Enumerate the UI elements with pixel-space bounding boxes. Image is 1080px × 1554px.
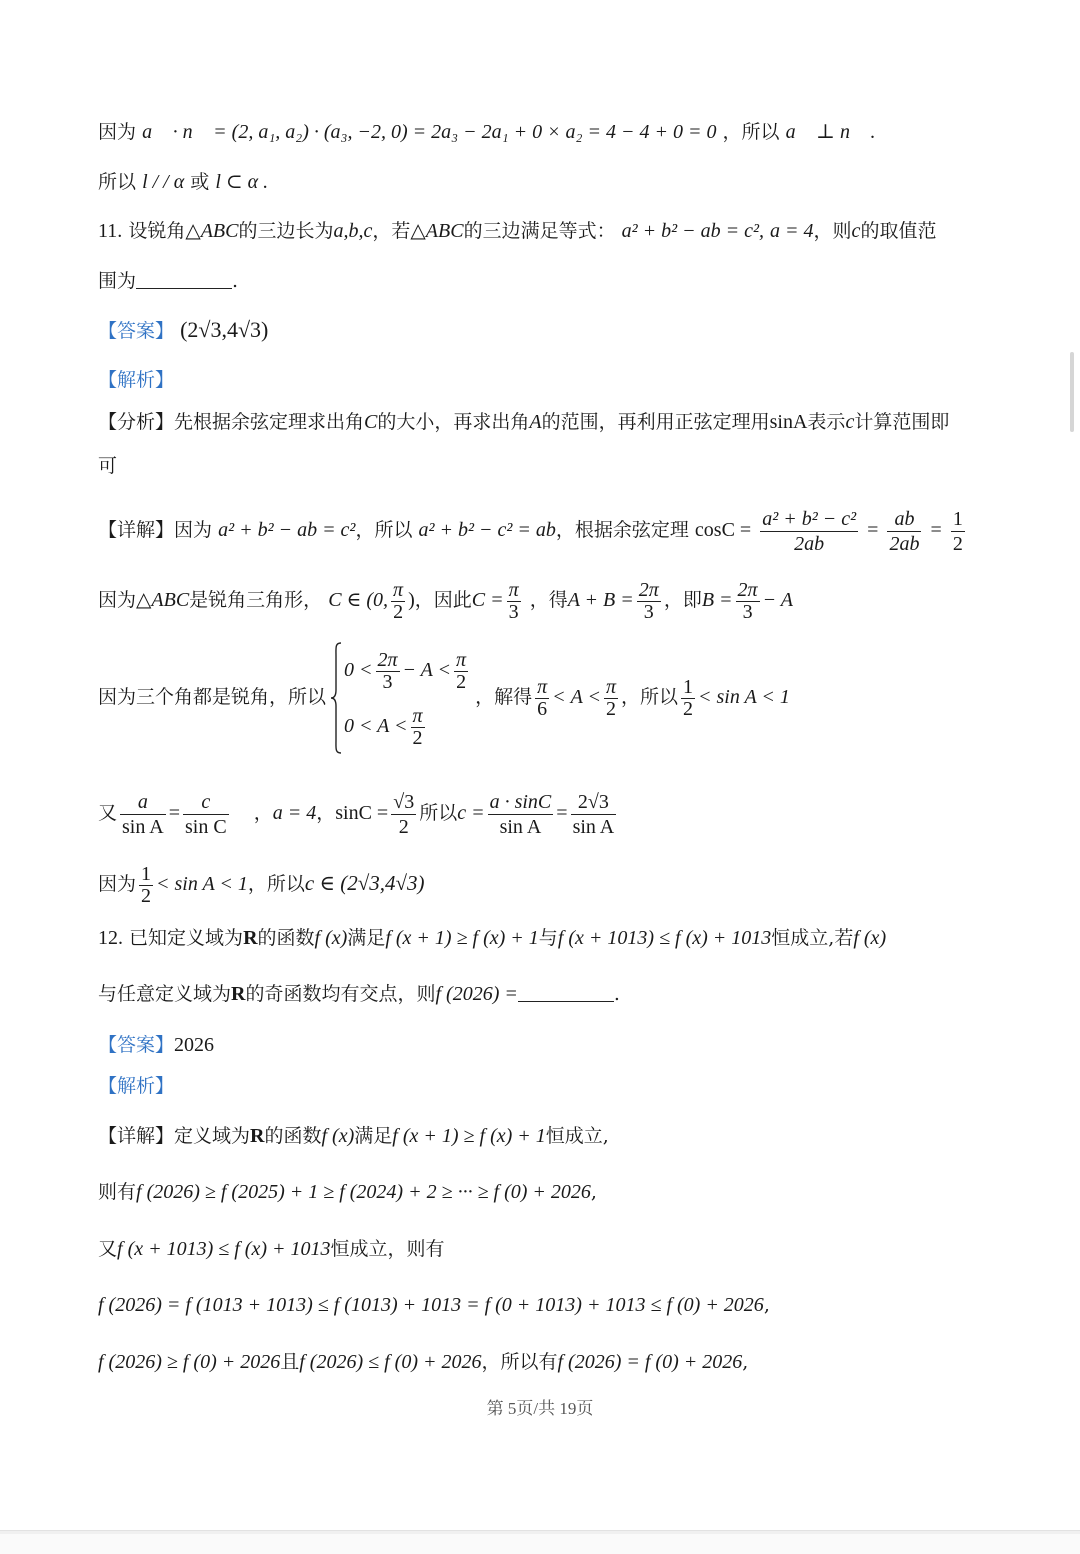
fenxi-line-2: [98, 452, 117, 480]
text: 的奇函数均有交点，则: [245, 983, 436, 1005]
formula: a = 4: [770, 220, 814, 242]
numerator: a² + b² − c²: [762, 507, 857, 530]
fraction: [120, 790, 166, 839]
text: 的范围，再利用正弦定理用: [541, 411, 770, 433]
text: ，所以有: [481, 1351, 558, 1373]
text: 所以: [98, 171, 137, 193]
denominator: 3: [382, 670, 393, 693]
text: ，所以: [247, 873, 305, 895]
formula: C =: [471, 589, 504, 611]
denominator: sin C: [184, 815, 227, 838]
denominator: 2: [398, 815, 409, 838]
formula: R: [243, 927, 258, 949]
text: 因为: [98, 121, 137, 143]
denominator: 2: [141, 884, 152, 907]
text: 围为: [98, 270, 137, 292]
answer-value: (2√3,4√3): [180, 317, 269, 342]
text: ，若: [372, 220, 411, 242]
formula: a⃗ · n⃗ = (2, a₁, a₂) · (a₃, −2, 0) = 2a₃ − 2a₁ + 0 × a₂ = 4 − 4 + 0 = 0: [142, 121, 717, 143]
formula: f (x + 1013) ≤ f (x) + 1013: [117, 1238, 331, 1260]
answer-value: 2026: [174, 1034, 215, 1056]
formula: f (x + 1013) ≤ f (x) + 1013: [557, 927, 772, 949]
formula: c: [845, 411, 855, 433]
formula: C: [364, 411, 378, 433]
formula: − A <: [402, 659, 452, 681]
text: ，解得: [475, 686, 533, 708]
denominator: sin A: [499, 815, 542, 838]
fraction: [391, 580, 405, 623]
analysis-tag: 【解析】: [98, 1075, 175, 1097]
denominator: 2: [412, 726, 423, 749]
text: 或: [190, 171, 210, 193]
answer-12: [98, 1031, 214, 1059]
formula: a,b,c: [333, 220, 373, 242]
fraction: [681, 677, 695, 720]
text: ，根据余弦定理: [555, 519, 689, 541]
fraction: [183, 790, 229, 839]
fraction: [454, 650, 468, 693]
text: 因为: [98, 589, 137, 611]
system-row-1: [344, 642, 471, 698]
text: 的函数: [257, 927, 315, 949]
formula: ): [408, 589, 415, 611]
formula: B =: [701, 589, 733, 611]
text: 又: [98, 1238, 118, 1260]
text: 满足: [347, 927, 386, 949]
text: ,: [590, 1181, 597, 1203]
numerator: π: [537, 675, 548, 698]
fraction: [760, 507, 858, 556]
scrollbar-thumb[interactable]: [1070, 352, 1074, 432]
answer-11: [98, 316, 268, 345]
formula: < sin A < 1: [156, 873, 248, 895]
text: 的三边满足等式：: [463, 220, 616, 242]
fraction: [376, 650, 400, 693]
formula: R: [231, 983, 246, 1005]
text: 因为: [174, 519, 213, 541]
text: ，即: [663, 589, 702, 611]
formula: 0 < A <: [344, 715, 408, 737]
text: 所以: [419, 802, 458, 824]
formula: a⃗ ⊥ n⃗ .: [785, 121, 876, 143]
formula: △ABC: [185, 220, 239, 242]
text: ,: [763, 1294, 770, 1316]
text: 已知定义域为: [129, 927, 244, 949]
numerator: π: [412, 704, 423, 727]
denominator: sin A: [122, 815, 164, 838]
text: 与任意定义域为: [98, 983, 232, 1005]
answer-tag: 【答案】: [98, 1034, 175, 1056]
fraction: [951, 507, 965, 556]
formula: < A <: [552, 686, 601, 708]
detail-11-line-3: [98, 640, 790, 754]
text: ，所以: [722, 121, 780, 143]
denominator: 3: [742, 600, 753, 623]
formula: < sin A < 1: [698, 686, 790, 708]
formula: =: [867, 519, 879, 541]
formula: f (x): [853, 927, 887, 949]
fraction: [637, 580, 661, 623]
numerator: 2π: [377, 648, 398, 671]
text: 又: [98, 802, 118, 824]
numerator: π: [456, 648, 467, 671]
formula: c: [851, 220, 861, 242]
text: 是锐角三角形，: [189, 589, 323, 611]
text-line-conclusion: [98, 168, 268, 196]
fenxi-tag: 【分析】: [98, 411, 175, 433]
formula: A: [529, 411, 542, 433]
detail-11-line-5: [98, 856, 425, 910]
fraction: [488, 790, 554, 839]
text: 的三边长为: [238, 220, 334, 242]
numerator: π: [605, 675, 617, 698]
text: .: [232, 270, 239, 292]
formula: f (2026) ≥ f (2025) + 1 ≥ f (2024) + 2 ≥ ··· ≥ f (0) + 2026: [136, 1181, 591, 1203]
text: 的取值范: [860, 220, 937, 242]
numerator: c: [183, 790, 229, 815]
text: ，因此: [414, 589, 472, 611]
formula: R: [250, 1125, 265, 1147]
text: ，: [253, 802, 273, 824]
text: ，所以: [355, 519, 413, 541]
formula: f (2026) ≥ f (0) + 2026: [98, 1351, 281, 1373]
analysis-tag: 【解析】: [98, 369, 175, 391]
question-11-line-1: [98, 217, 936, 245]
text: 则有: [98, 1181, 137, 1203]
text: 满足: [354, 1125, 393, 1147]
formula: l / / α: [142, 171, 185, 193]
denominator: 2: [606, 697, 616, 720]
numerator: 1: [683, 675, 694, 698]
text: ，得: [529, 589, 568, 611]
numerator: 2√3: [571, 790, 617, 815]
formula: a = 4: [272, 802, 317, 824]
numerator: π: [508, 578, 519, 601]
fraction: [507, 580, 521, 623]
detail-11-line-4: [98, 784, 619, 842]
text: 的函数: [264, 1125, 322, 1147]
fraction: [391, 790, 416, 839]
text: 定义域为: [174, 1125, 251, 1147]
text: 恒成立,若: [771, 927, 854, 949]
formula: f (2026) = f (1013 + 1013) ≤ f (1013) + 1013 = f (0 + 1013) + 1013 ≤ f (0) + 2026: [98, 1294, 764, 1316]
text: 恒成立，则有: [330, 1238, 445, 1260]
text: 且: [280, 1351, 300, 1373]
text: ，则: [813, 220, 852, 242]
formula: C ∈ (0,: [328, 589, 389, 611]
detail-11-line-1: [98, 502, 968, 558]
fenxi-line-1: [98, 408, 949, 436]
formula: f (2026) ≤ f (0) + 2026: [299, 1351, 482, 1373]
formula: a² + b² − ab = c²,: [621, 220, 764, 242]
system-row-2: [344, 698, 471, 754]
denominator: 2ab: [889, 532, 920, 555]
numerator: 1: [141, 862, 152, 885]
question-number: 12.: [98, 927, 123, 949]
formula: c =: [457, 802, 485, 824]
formula: f (2026) = f (0) + 2026: [557, 1351, 743, 1373]
formula: c ∈ (2√3,4√3): [304, 871, 425, 895]
fraction: [887, 507, 921, 556]
fraction: [411, 706, 425, 749]
detail-tag: 【详解】: [98, 1125, 175, 1147]
formula: a² + b² − ab = c²: [218, 519, 356, 541]
numerator: π: [393, 578, 404, 601]
text: 计算范围即: [854, 411, 950, 433]
formula: sinA: [769, 411, 808, 433]
formula: − A: [762, 589, 793, 611]
text: .: [613, 983, 620, 1005]
question-12-line-1: [98, 924, 886, 952]
text: 先根据余弦定理求出角: [174, 411, 365, 433]
text: 可: [98, 455, 118, 477]
analysis-12-tag-line: [98, 1072, 174, 1100]
fraction: [139, 864, 153, 907]
fraction: [571, 790, 617, 839]
detail-12-line-5: [98, 1348, 748, 1376]
formula: f (x + 1) ≥ f (x) + 1: [385, 927, 539, 949]
formula: f (x): [321, 1125, 355, 1147]
formula: △ABC: [410, 220, 464, 242]
answer-blank: [136, 270, 232, 289]
detail-12-line-4: [98, 1291, 770, 1319]
page-footer: 第 5页/共 19页: [486, 1399, 594, 1418]
fraction: [604, 677, 618, 720]
formula: 0 <: [344, 659, 373, 681]
formula: f (x + 1) ≥ f (x) + 1: [392, 1125, 546, 1147]
detail-tag: 【详解】: [98, 519, 175, 541]
formula: =: [168, 802, 180, 824]
numerator: a: [120, 790, 166, 815]
formula: sinC =: [335, 802, 389, 824]
formula: =: [930, 519, 942, 541]
question-number: 11.: [98, 220, 123, 242]
denominator: sin A: [572, 815, 615, 838]
fraction: [535, 677, 549, 720]
formula: A + B =: [567, 589, 634, 611]
denominator: 2: [393, 600, 404, 623]
text: 因为: [98, 873, 137, 895]
denominator: 3: [643, 600, 654, 623]
numerator: ab: [887, 507, 921, 532]
text: 设锐角: [128, 220, 186, 242]
detail-12-line-2: [98, 1178, 597, 1206]
brace-icon: [330, 642, 342, 754]
text-line-vector-dot: [98, 118, 876, 146]
denominator: 2ab: [794, 532, 825, 555]
formula: f (x): [314, 927, 348, 949]
denominator: 2: [683, 697, 694, 720]
text: 因为三个角都是锐角，所以: [98, 686, 327, 708]
detail-12-line-1: [98, 1122, 609, 1150]
formula: l ⊂ α .: [215, 171, 269, 193]
formula: =: [556, 802, 568, 824]
numerator: 2π: [737, 578, 758, 601]
answer-tag: 【答案】: [98, 320, 175, 342]
text: ，: [316, 802, 336, 824]
text: ，所以: [621, 686, 679, 708]
numerator: 1: [952, 507, 963, 530]
answer-blank: [518, 983, 614, 1002]
question-12-line-2: [98, 980, 620, 1008]
text: 表示: [807, 411, 846, 433]
formula: △ABC: [136, 589, 190, 611]
detail-12-line-3: [98, 1235, 445, 1263]
analysis-11-tag-line: [98, 366, 174, 394]
formula: f (2026) =: [435, 983, 518, 1005]
formula: cosC =: [694, 519, 752, 541]
text: 恒成立,: [545, 1125, 609, 1147]
denominator: 6: [537, 697, 548, 720]
denominator: 3: [508, 600, 519, 623]
text: 与: [538, 927, 558, 949]
equation-system: [330, 642, 471, 754]
detail-11-line-2: [98, 573, 793, 627]
text: ,: [742, 1351, 749, 1373]
denominator: 2: [456, 670, 467, 693]
numerator: a · sinC: [489, 790, 552, 813]
bottom-strip: [0, 1534, 1080, 1554]
numerator: 2π: [638, 578, 659, 601]
text: 的大小，再求出角: [377, 411, 530, 433]
numerator: √3: [393, 790, 415, 813]
formula: a² + b² − c² = ab: [418, 519, 556, 541]
denominator: 2: [952, 532, 963, 555]
fraction: [736, 580, 760, 623]
question-11-line-2: [98, 267, 238, 295]
